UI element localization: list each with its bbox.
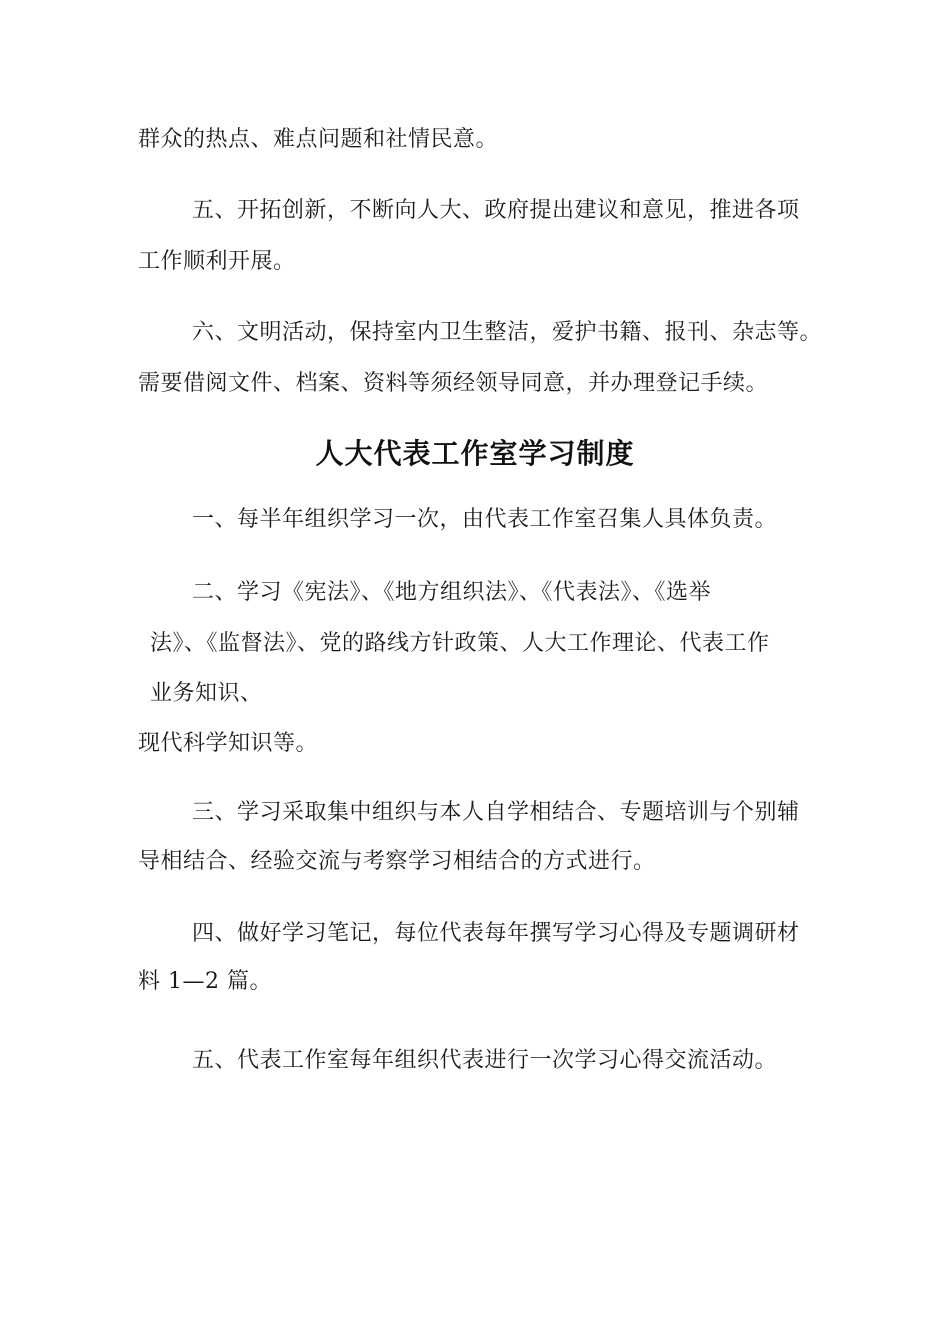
paragraph-line: 需要借阅文件、档案、资料等须经领导同意，并办理登记手续。 [138,371,769,396]
paragraph-line: 三、学习采取集中组织与本人自学相结合、专题培训与个别辅 [192,800,800,825]
paragraph-line: 业务知识、 [150,681,263,706]
paragraph-line: 导相结合、经验交流与考察学习相结合的方式进行。 [138,849,656,874]
paragraph-line: 料 1—2 篇。 [138,969,272,994]
paragraph-line: 二、学习《宪法》、《地方组织法》、《代表法》、《选举 [192,580,712,605]
paragraph-line: 群众的热点、难点问题和社情民意。 [138,127,499,152]
paragraph-line: 现代科学知识等。 [138,731,319,756]
paragraph-line: 五、代表工作室每年组织代表进行一次学习心得交流活动。 [192,1048,778,1073]
paragraph-line: 一、每半年组织学习一次，由代表工作室召集人具体负责。 [192,507,778,532]
paragraph-line: 工作顺利开展。 [138,249,296,274]
section-title: 人大代表工作室学习制度 [315,437,635,470]
paragraph-line: 四、做好学习笔记，每位代表每年撰写学习心得及专题调研材 [192,921,800,946]
paragraph-line: 法》、《监督法》、党的路线方针政策、人大工作理论、代表工作 [150,631,770,656]
paragraph-line: 五、开拓创新，不断向人大、政府提出建议和意见，推进各项 [192,198,800,223]
paragraph-line: 六、文明活动，保持室内卫生整洁，爱护书籍、报刊、杂志等。 [192,320,823,345]
